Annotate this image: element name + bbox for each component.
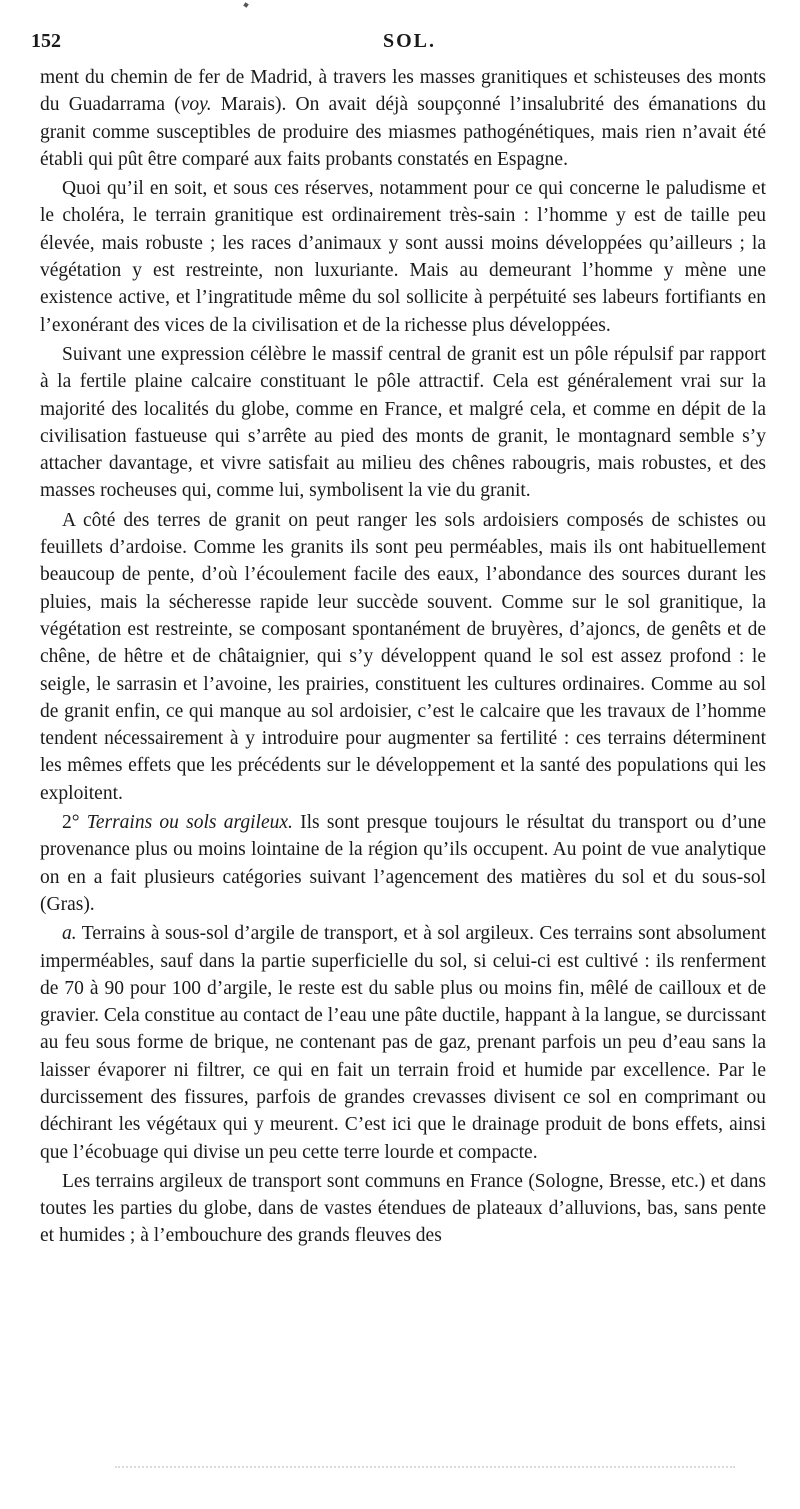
paragraph-1-italic: voy. [180,94,212,116]
section-number: 2° [62,812,87,834]
paragraph-2: Quoi qu’il en soit, et sous ces réserves, notamment pour ce qui concerne le paludisme et le choléra, le terrain granitique est ordinairement très-sain : l’homme y est de taille peu élevée, mais robuste ; les races d’animaux y sont aussi moins développées qu’ailleurs ; la végétation y est restreinte, non luxuriante. Mais au demeurant l’homme y mène une existence active, et l’ingratitude même du sol sollicite à perpétuité ses labeurs fortifiants en l’exonérant des vices de la civilisation et de la richesse plus développées. [40,178,766,336]
ink-speck [243,2,249,8]
paragraph-6-text: Terrains à sous-sol d’argile de transport, et à sol argileux. Ces terrains sont absolument imperméables, sauf dans la partie superficielle du sol, si celui-ci est cultivé : ils renferment de 70 à 90 pour 100 d’argile, le reste est du sable plus ou moins fin, mêlé de cailloux et de gravier. Cela constitue au contact de l’eau une pâte ductile, happant à la langue, se durcissant au feu sous forme de brique, ne contenant pas de gaz, prenant parfois un peu d’eau sans la laisser évaporer ni filtrer, ce qui en fait un terrain froid et humide par excellence. Par le durcissement des fissures, parfois de grandes crevasses divisent ce sol en comprimant ou déchirant les végétaux qui y meurent. C’est ici que le drainage produit de bons effets, ainsi que l’écobuage qui divise un peu cette terre lourde et compacte. [40,923,766,1163]
paragraph-4: A côté des terres de granit on peut ranger les sols ardoisiers composés de schistes ou feuillets d’ardoise. Comme les granits ils sont peu perméables, mais ils ont habituellement beaucoup de pente, d’où l’écoulement facile des eaux, l’abondance des sources durant les pluies, mais la sécheresse rapide leur succède souvent. Comme sur le sol granitique, la végétation est restreinte, se composant spontanément de bruyères, d’ajoncs, de genêts et de chêne, de hêtre et de châtaignier, qui s’y développent quand le sol est assez profond : le seigle, le sarrasin et l’avoine, les prairies, constituent les cultures ordinaires. Comme au sol de granit enfin, ce qui manque au sol ardoisier, c’est le calcaire que les travaux de l’homme tendent nécessairement à y introduire pour augmenter sa fertilité : ces terrains déterminent les mêmes effets que les précédents sur le développement et la santé des populations qui les exploitent. [40,509,766,804]
page-number: 152 [31,30,61,52]
paragraph-3: Suivant une expression célèbre le massif central de granit est un pôle répulsif par rapport à la fertile plaine calcaire constituant le pôle attractif. Cela est généralement vrai sur la majorité des localités du globe, comme en France, et malgré cela, et comme en dépit de la civilisation fastueuse qui s’arrête au pied des monts de granit, le montagnard semble s’y attacher davantage, et vivre satisfait au milieu des chênes rabougris, mais robustes, et des masses rocheuses qui, comme lui, symbolisent la vie du granit. [40,343,766,502]
paragraph-5-text: Ils sont presque toujours le résultat du transport ou d’une provenance plus ou moins lointaine de la région qu’ils occupent. Au point de vue analytique on en a fait plusieurs catégories suivant l’agencement des matières du sol et du sous-sol (Gras). [40,812,767,915]
body-text [40,64,766,1250]
paragraph-1-text-b: Marais). On avait déjà soupçonné l’insalubrité des émanations du granit comme susceptibles de produire des miasmes pathogénétiques, mais rien n’avait été établi qui pût être comparé aux faits probants constatés en Espagne. [40,94,766,170]
bleed-through-smudge [115,1466,735,1471]
paragraph-7: Les terrains argileux de transport sont communs en France (Sologne, Bresse, etc.) et dans toutes les parties du globe, dans de vastes étendues de plateaux d’alluvions, bas, sans pente et humides ; à l’embouchure des grands fleuves des [40,1170,766,1247]
page-header [31,30,771,60]
running-title: SOL. [383,30,437,52]
paragraph-6 [40,920,766,1166]
paragraph-1-text-a: ment du chemin de fer de Madrid, à travers les masses granitiques et schisteuses des monts du Guadarrama ( [40,67,766,116]
paragraph-5 [40,809,766,918]
paragraph-1 [40,64,766,173]
section-heading: Terrains ou sols argileux. [86,812,293,834]
subsection-letter: a. [62,923,77,945]
